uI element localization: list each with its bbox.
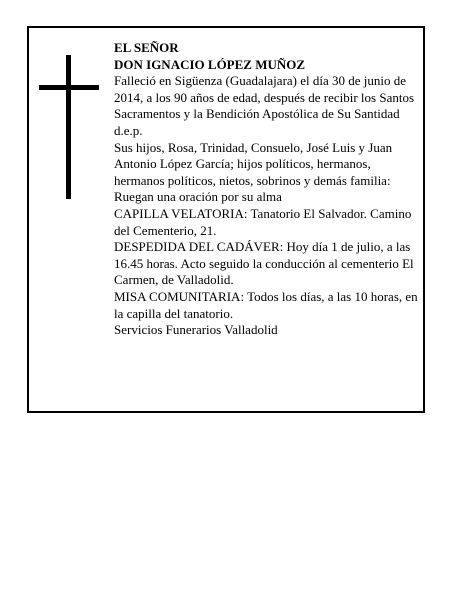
cross-horizontal-bar: [39, 85, 99, 90]
mass-info: MISA COMUNITARIA: Todos los días, a las 10 horas, en la capilla del tanatorio.: [114, 288, 418, 321]
funeral-services: Servicios Funerarios Valladolid: [114, 322, 278, 338]
dep-text: d.e.p.: [114, 122, 143, 138]
family-list: Sus hijos, Rosa, Trinidad, Consuelo, José Luis y Juan Antonio López García; hijos políticos, hermanos, hermanos políticos, nietos, sobrinos y demás familia:: [114, 139, 393, 188]
obituary-text: [114, 40, 422, 339]
death-announcement: Falleció en Sigüenza (Guadalajara) el día 30 de junio de 2014, a los 90 años de edad, después de recibir los Santos Sacramentos y la Bendición Apostólica de Su Santidad: [114, 73, 415, 122]
cross-vertical-bar: [66, 55, 71, 199]
prayer-request: Ruegan una oración por su alma: [114, 189, 282, 205]
chapel-info: CAPILLA VELATORIA: Tanatorio El Salvador. Camino del Cementerio, 21.: [114, 205, 412, 238]
obituary-notice: [27, 26, 425, 413]
title-line-1: EL SEÑOR: [114, 40, 179, 55]
cross-icon: [39, 55, 99, 199]
deceased-name: DON IGNACIO LÓPEZ MUÑOZ: [114, 56, 306, 72]
farewell-info: DESPEDIDA DEL CADÁVER: Hoy día 1 de julio, a las 16.45 horas. Acto seguido la conducción al cementerio El Carmen, de Valladolid.: [114, 239, 414, 288]
